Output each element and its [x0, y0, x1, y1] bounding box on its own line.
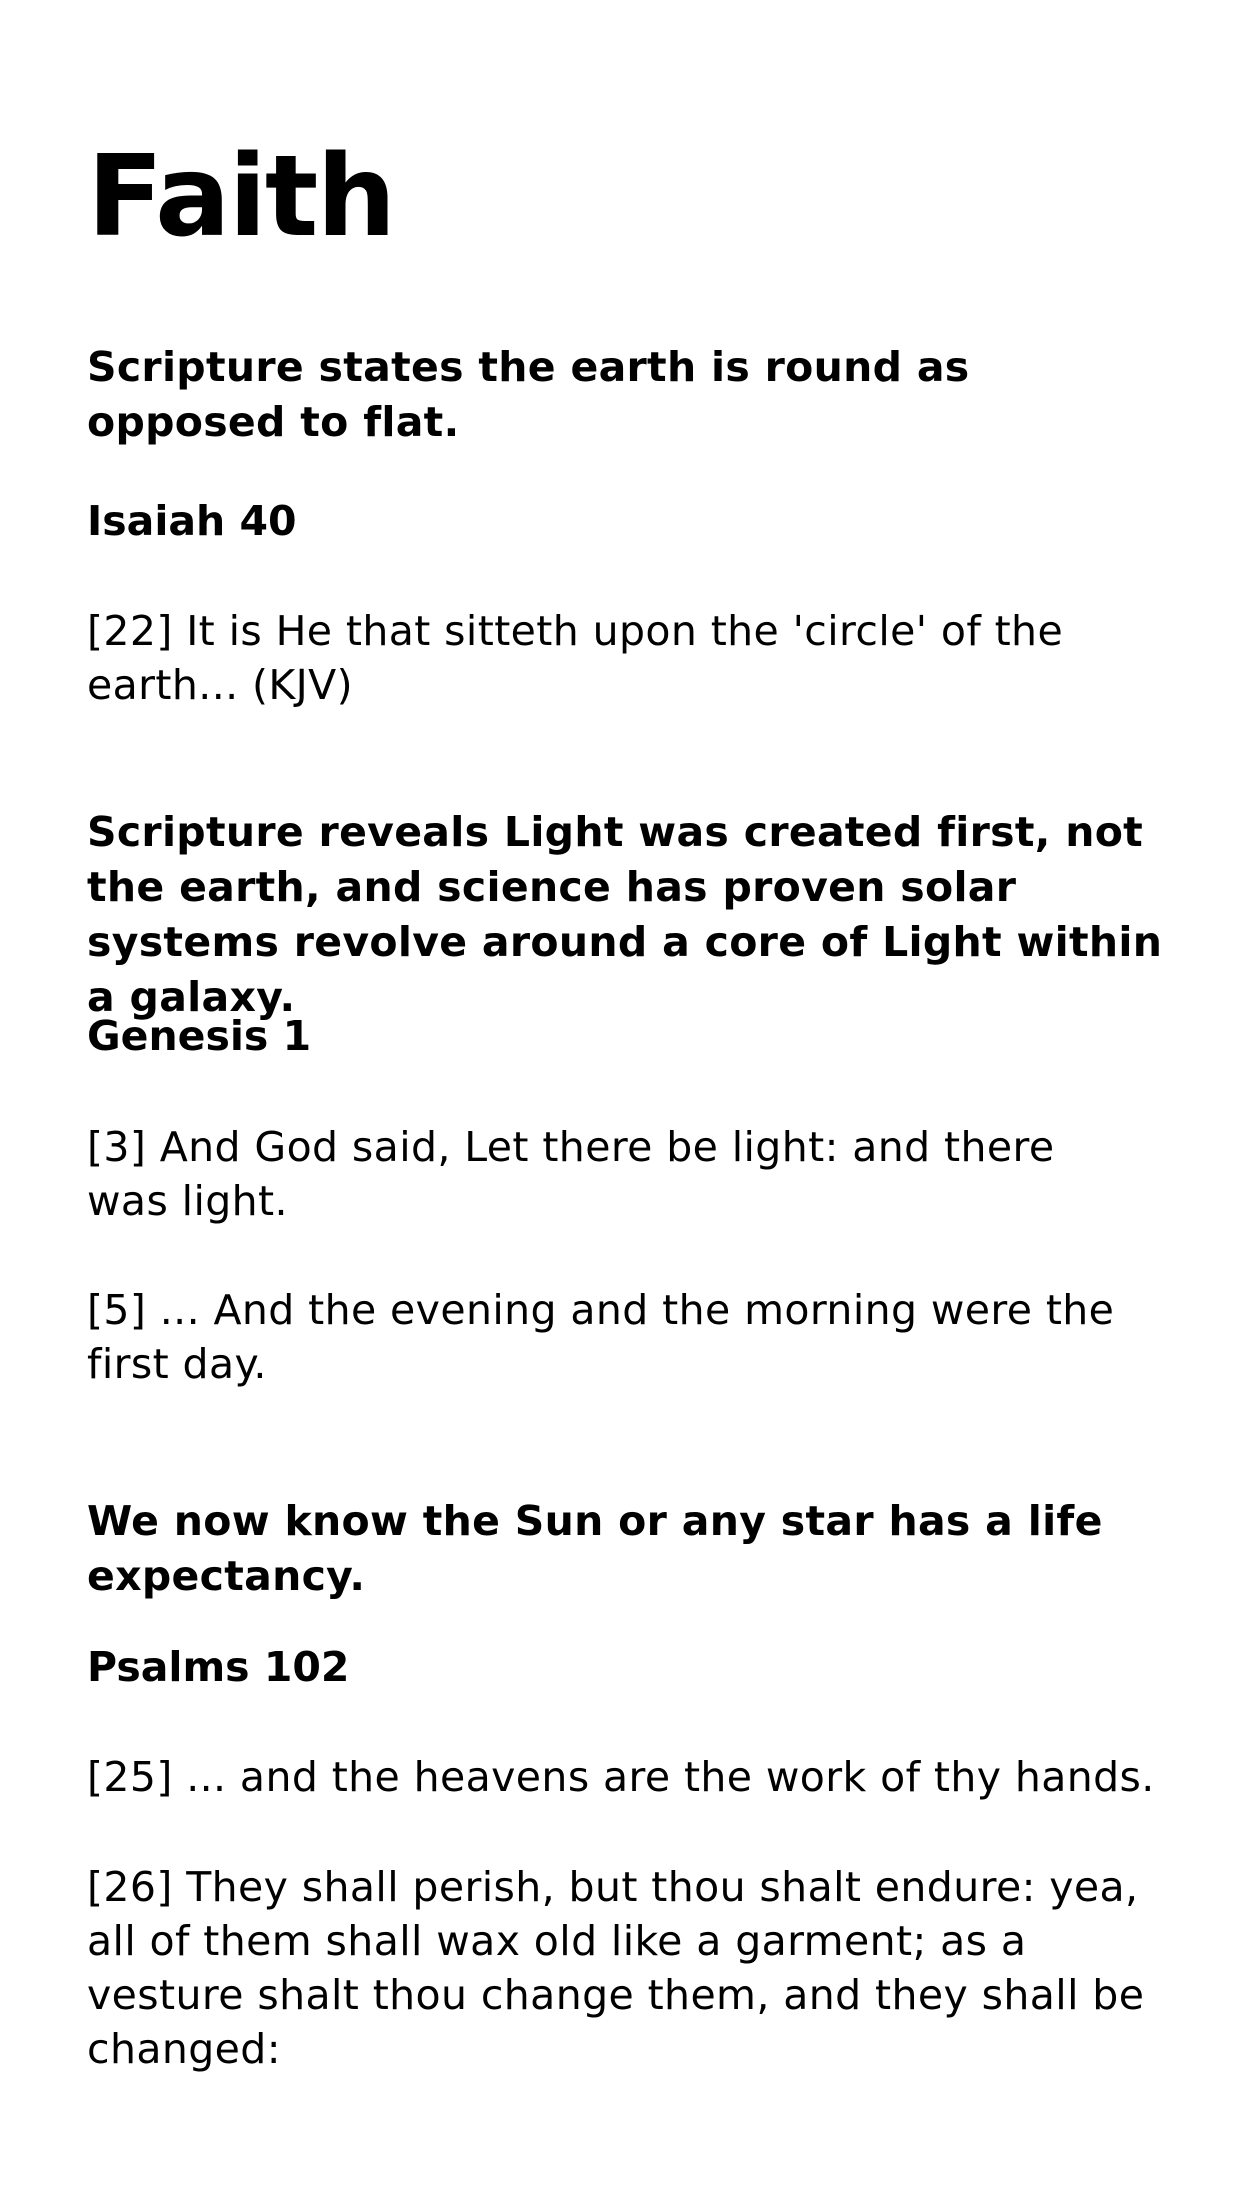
scripture-verse: [25] ... and the heavens are the work of thy hands.	[87, 1753, 1155, 1801]
scripture-verse: [26] They shall perish, but thou shalt endure: yea, all of them shall wax old like a garment; as a vesture shalt thou change them, and they shall be changed:	[87, 1863, 1145, 2073]
page-title: Faith	[87, 132, 395, 262]
scripture-reference: Genesis 1	[87, 1012, 312, 1060]
scripture-reference: Isaiah 40	[87, 497, 297, 545]
section-claim: Scripture reveals Light was created first, not the earth, and science has proven solar systems revolve around a core of Light within a galaxy.	[87, 808, 1163, 1021]
section-claim: Scripture states the earth is round as opposed to flat.	[87, 343, 970, 446]
section-claim: We now know the Sun or any star has a life expectancy.	[87, 1497, 1103, 1600]
scripture-verse: [3] And God said, Let there be light: and there was light.	[87, 1123, 1055, 1225]
scripture-verse: [22] It is He that sitteth upon the 'circle' of the earth... (KJV)	[87, 607, 1064, 709]
scripture-verse: [5] ... And the evening and the morning were the first day.	[87, 1286, 1115, 1388]
scripture-reference: Psalms 102	[87, 1643, 350, 1691]
